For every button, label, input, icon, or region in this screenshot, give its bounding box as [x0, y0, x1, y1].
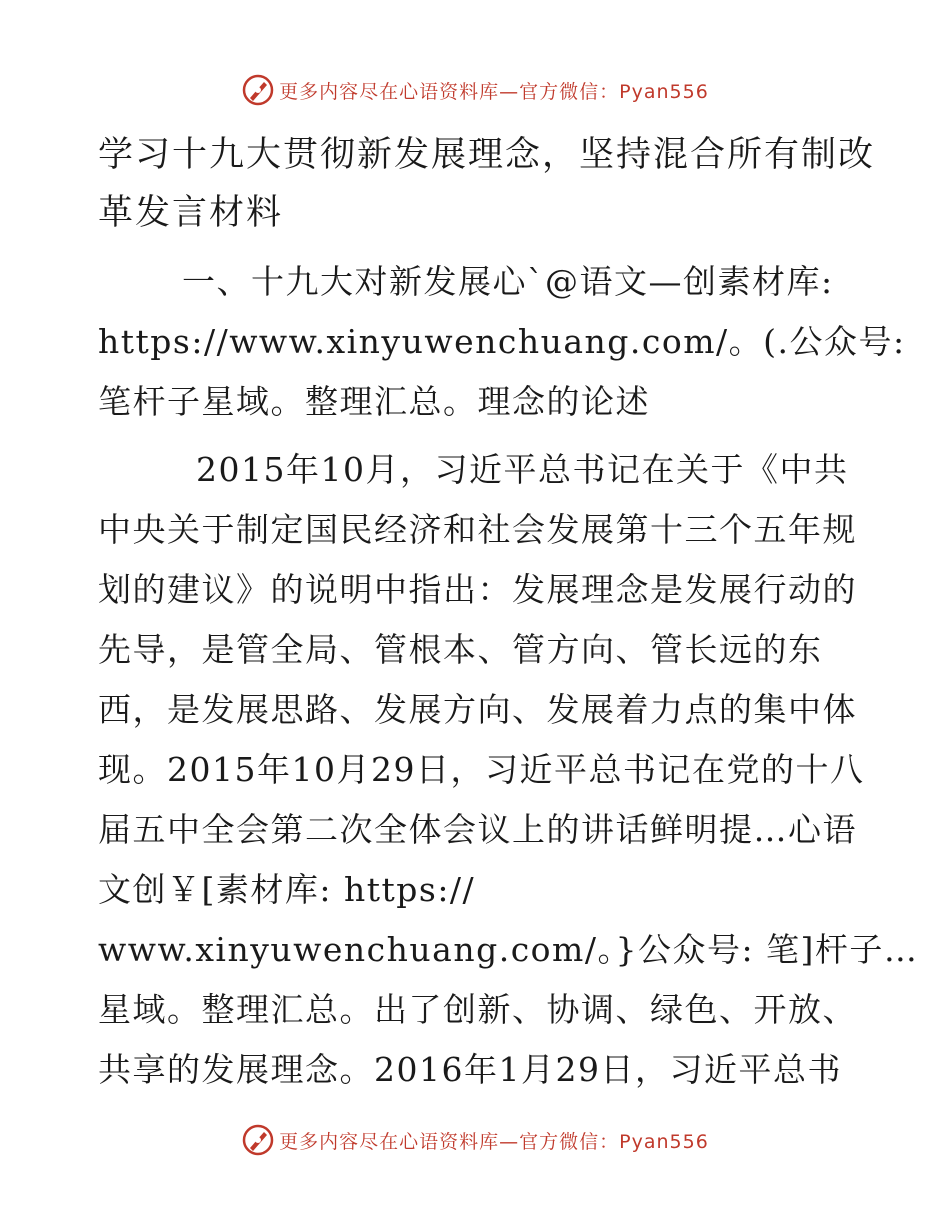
title-line: 革发言材料	[98, 193, 284, 233]
text-line: 笔杆子星域。整理汇总。理念的论述	[98, 382, 650, 421]
watermark-label: 更多内容尽在心语资料库—官方微信：	[279, 80, 620, 103]
title-line: 学习十九大贯彻新发展理念，坚持混合所有制改	[98, 135, 876, 175]
pen-logo-icon	[241, 1123, 275, 1157]
watermark-banner-bottom	[0, 1120, 950, 1160]
paragraph-body	[98, 440, 919, 1100]
text-line: 星域。整理汇总。出了创新、协调、绿色、开放、	[98, 990, 857, 1029]
watermark-label: 更多内容尽在心语资料库—官方微信：	[279, 1130, 620, 1153]
watermark-text	[279, 1127, 709, 1154]
text-line: 届五中全会第二次全体会议上的讲话鲜明提…心语	[98, 810, 857, 849]
document-title	[98, 126, 876, 242]
text-line: 先导，是管全局、管根本、管方向、管长远的东	[98, 630, 823, 669]
text-line: www.xinyuwenchuang.com/。}公众号: 笔]杆子…	[98, 930, 919, 969]
text-line: 共享的发展理念。2016年1月29日，习近平总书	[98, 1050, 842, 1089]
text-line: 2015年10月，习近平总书记在关于《中共	[196, 450, 849, 489]
wechat-id: Pyan556	[619, 1130, 709, 1153]
text-line: 中央关于制定国民经济和社会发展第十三个五年规	[98, 510, 857, 549]
pen-logo-icon	[241, 73, 275, 107]
paragraph-section-heading	[98, 252, 906, 432]
text-line: 一、十九大对新发展心`@语文—创素材库:	[182, 262, 834, 301]
wechat-id: Pyan556	[619, 80, 709, 103]
text-line: 现。2015年10月29日，习近平总书记在党的十八	[98, 750, 865, 789]
text-line: 文创￥[素材库: https://	[98, 870, 476, 909]
watermark-banner-top	[0, 70, 950, 110]
text-line: 西，是发展思路、发展方向、发展着力点的集中体	[98, 690, 857, 729]
watermark-text	[279, 77, 709, 104]
text-line: 划的建议》的说明中指出：发展理念是发展行动的	[98, 570, 857, 609]
text-line: https://www.xinyuwenchuang.com/。(.公众号:	[98, 322, 906, 361]
